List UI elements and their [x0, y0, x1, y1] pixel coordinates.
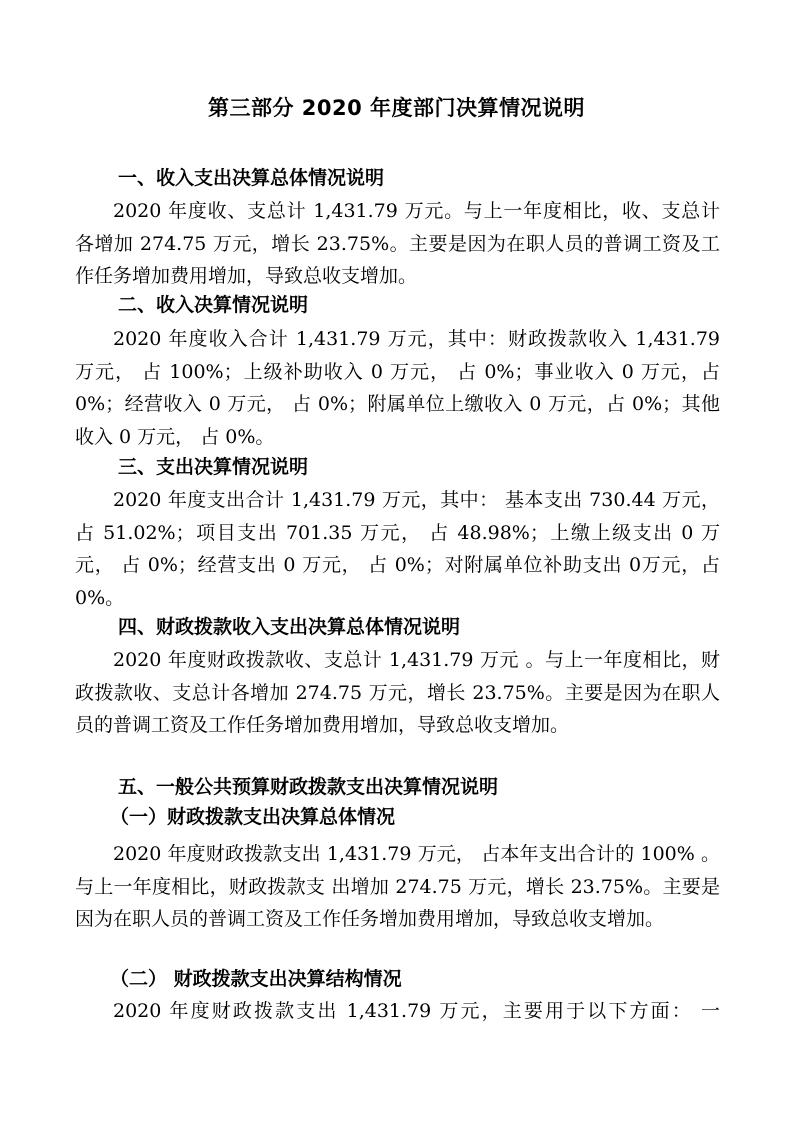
subsection-paragraph-5-2: 2020 年度财政拨款支出 1,431.79 万元，主要用于以下方面： 一: [113, 1000, 720, 1022]
subsection-heading-5-1: （一）财政拨款支出决算总体情况: [110, 806, 396, 828]
subsection-heading-5-2: （二） 财政拨款支出决算结构情况: [110, 968, 402, 990]
section-heading-4: 四、财政拨款收入支出决算总体情况说明: [118, 616, 461, 638]
section-heading-2: 二、收入决算情况说明: [118, 294, 309, 316]
section-heading-3: 三、支出决算情况说明: [118, 456, 309, 478]
section-heading-1: 一、收入支出决算总体情况说明: [118, 167, 385, 189]
page-title: 第三部分 2020 年度部门决算情况说明: [207, 96, 586, 120]
subsection-paragraph-5-1: 2020 年度财政拨款支出 1,431.79 万元， 占本年支出合计的 100% 。与上一年度相比，财政拨款支 出增加 274.75 万元，增长 23.75%。主要是因为在职人员的普调工资及工作任务增加费用增加，导致总收支增加。: [75, 843, 720, 930]
section-paragraph-1: 2020 年度收、支总计 1,431.79 万元。与上一年度相比，收、支总计各增加 274.75 万元，增长 23.75%。主要是因为在职人员的普调工资及工作任务增加费用增加，导致总收支增加。: [75, 200, 720, 287]
section-paragraph-4: 2020 年度财政拨款收、支总计 1,431.79 万元 。与上一年度相比，财政拨款收、支总计各增加 274.75 万元，增长 23.75%。主要是因为在职人员的普调工资及工作任务增加费用增加，导致总收支增加。: [75, 649, 720, 736]
section-heading-5: 五、一般公共预算财政拨款支出决算情况说明: [118, 776, 499, 798]
section-paragraph-3: 2020 年度支出合计 1,431.79 万元，其中： 基本支出 730.44 万元， 占 51.02%；项目支出 701.35 万元， 占 48.98%；上缴上级支出 0 万元， 占 0%；经营支出 0 万元， 占 0%；对附属单位补助支出 0万元，占 0%。: [75, 489, 720, 609]
section-paragraph-2: 2020 年度收入合计 1,431.79 万元，其中：财政拨款收入 1,431.79 万元， 占 100%；上级补助收入 0 万元， 占 0%；事业收入 0 万元，占 0%；经营收入 0 万元， 占 0%；附属单位上缴收入 0 万元，占 0%；其他收入 0 万元， 占 0%。: [75, 328, 720, 448]
